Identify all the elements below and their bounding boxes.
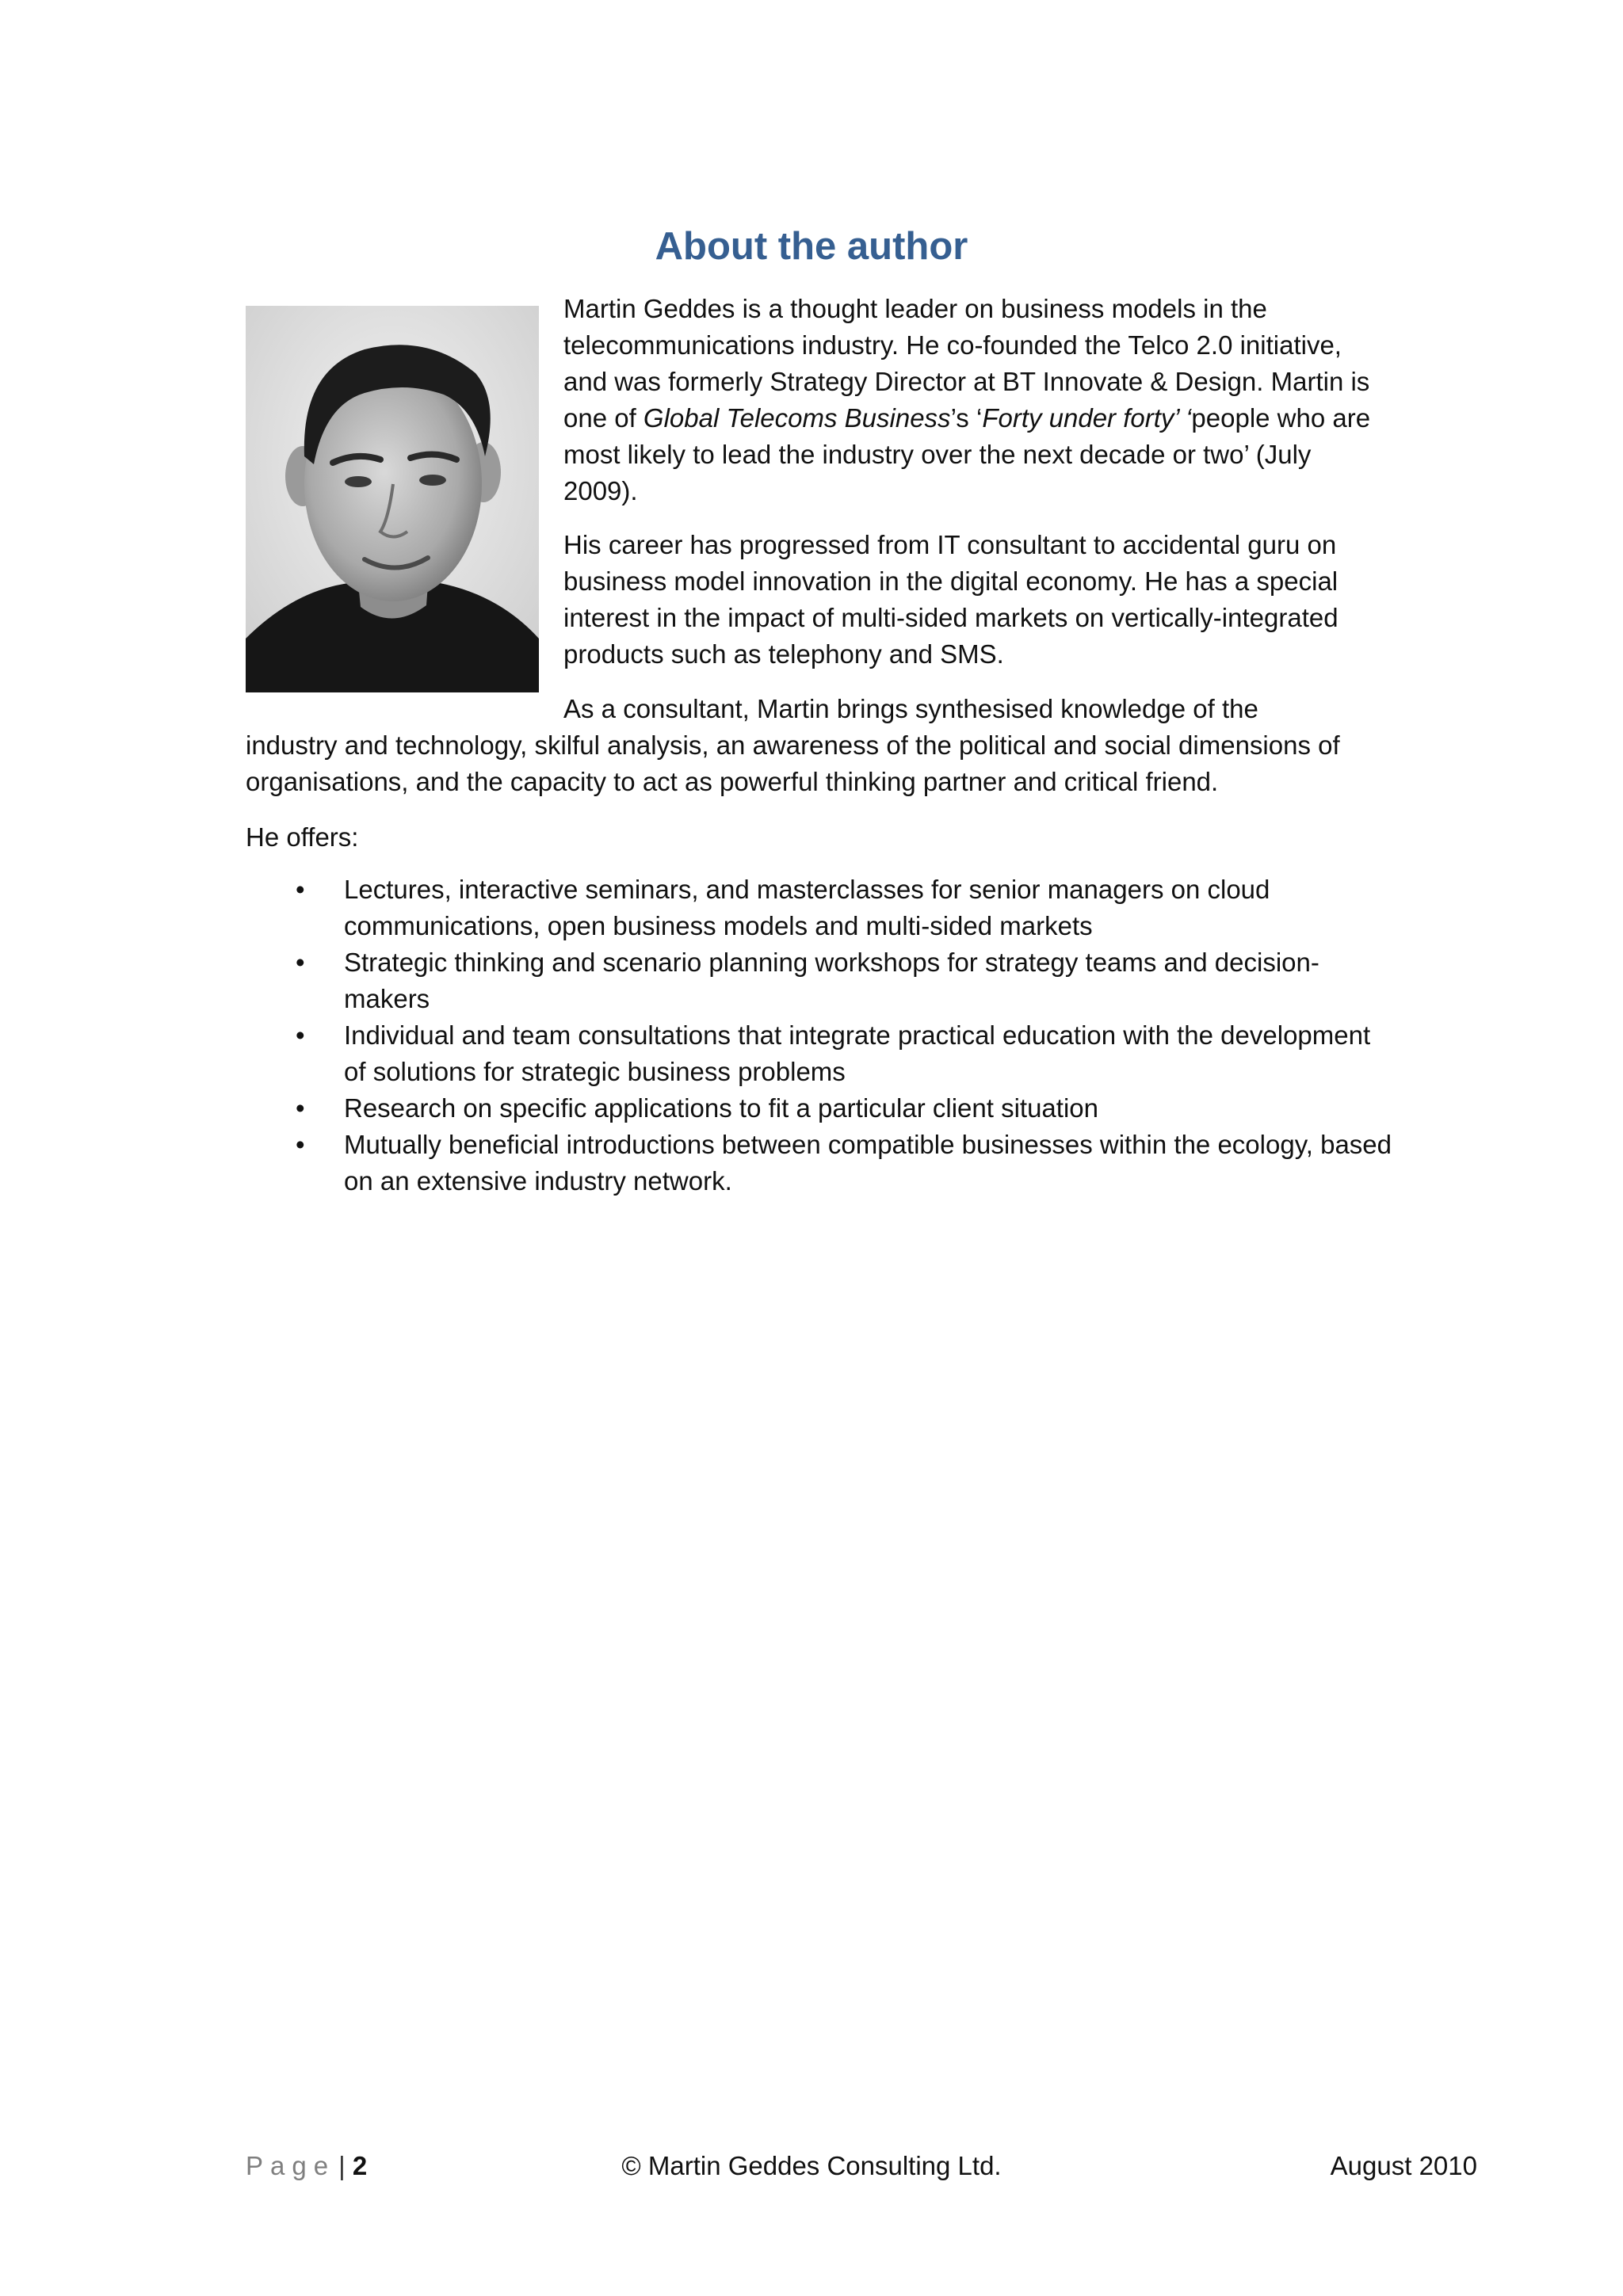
consultant-paragraph-rest: industry and technology, skilful analysis, an awareness of the political and social dimensions of organisations, and the capacity to act as powerful thinking partner and critical friend. — [246, 730, 1340, 796]
page-label: Page — [246, 2151, 336, 2180]
bio-intro-rest: people who are most likely to lead the industry over the next decade or two’ (July 2009). — [563, 403, 1371, 505]
page-number: 2 — [352, 2151, 368, 2180]
bio-intro-lead: Martin Geddes is a thought leader on business models in the telecommunications industry. He co-founded the Telco 2.0 initiative, and was formerly Strategy Director at BT Innovate & Design. Martin is one of — [563, 294, 1370, 433]
footer-date: August 2010 — [1330, 2151, 1477, 2180]
bullet-icon: • — [296, 1020, 305, 1050]
offer-text: Mutually beneficial introductions between compatible businesses within the ecology, based on an extensive industry network. — [344, 1130, 1392, 1196]
consultant-paragraph-first-line: As a consultant, Martin brings synthesised knowledge of the — [563, 694, 1258, 723]
author-photo — [246, 306, 539, 692]
publication-name: Global Telecoms Business — [643, 403, 951, 433]
footer-separator: | — [338, 2151, 346, 2180]
offer-text: Research on specific applications to fit a particular client situation — [344, 1093, 1098, 1123]
offer-text: Strategic thinking and scenario planning workshops for strategy teams and decision-makers — [344, 948, 1319, 1013]
offers-intro: He offers: — [246, 822, 359, 852]
list-item — [246, 1090, 1395, 1127]
bio-intro-paragraph — [563, 291, 1388, 509]
bullet-icon: • — [296, 1093, 305, 1123]
bullet-icon: • — [296, 1130, 305, 1159]
list-item — [246, 944, 1395, 1017]
offers-list — [246, 871, 1395, 1199]
bullet-icon: • — [296, 875, 305, 904]
offer-text: Individual and team consultations that integrate practical education with the development of solutions for strategic business problems — [344, 1020, 1371, 1086]
page-title: About the author — [655, 225, 968, 268]
bullet-icon: • — [296, 948, 305, 977]
award-name: Forty under forty’ ‘ — [982, 403, 1192, 433]
footer-copyright: © Martin Geddes Consulting Ltd. — [621, 2151, 1002, 2180]
consultant-paragraph — [246, 691, 1387, 800]
list-item — [246, 871, 1395, 944]
list-item — [246, 1127, 1395, 1199]
possessive-text: ’s ‘ — [950, 403, 983, 433]
offer-text: Lectures, interactive seminars, and masterclasses for senior managers on cloud communications, open business models and multi-sided markets — [344, 875, 1270, 940]
career-paragraph: His career has progressed from IT consultant to accidental guru on business model innovation in the digital economy. He has a special interest in the impact of multi-sided markets on vertically-integrated products such as telephony and SMS. — [563, 530, 1338, 669]
list-item — [246, 1017, 1395, 1090]
